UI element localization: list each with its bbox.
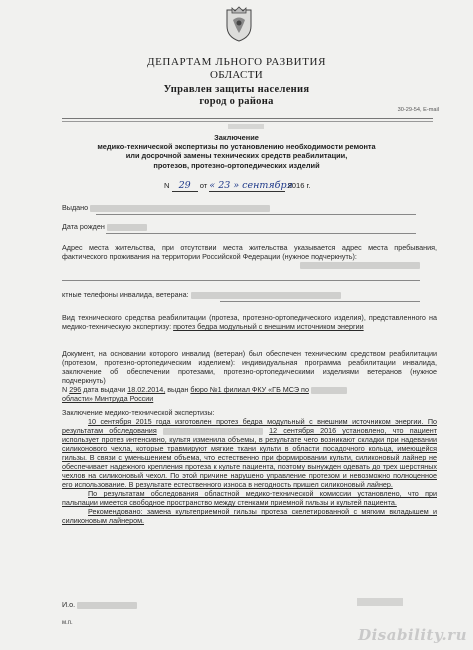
- header-divider-thin: [62, 121, 433, 122]
- basis-number: 296: [69, 385, 82, 394]
- expertise-paragraph-1: [62, 417, 437, 489]
- residence-address-text: Адрес места жительства, при отсутствии места жительства указывается адрес места пребывания, фактического проживания на территории Российской Федерации (нужное подчеркнуть):: [62, 243, 437, 261]
- conclusion-number-line: [164, 180, 311, 192]
- phones-label: ктные телефоны инвалида, ветерана:: [62, 290, 189, 299]
- expertise-paragraph-2: [62, 489, 437, 507]
- issued-to-row: [62, 203, 270, 212]
- basis-issued-by-prefix: выдан: [167, 385, 189, 394]
- expertise-p1-a: 10 сентября 2015 года изготовлен протез бедра модульный с внешним источником энергии. По результатам обследования: [62, 417, 437, 435]
- expertise-section: [62, 408, 437, 525]
- conclusion-date: « 23 » сентября: [209, 180, 293, 191]
- address-underline: [62, 280, 420, 281]
- coat-of-arms-icon: [222, 6, 256, 42]
- department-header: [0, 56, 473, 107]
- redacted-region: [311, 387, 347, 394]
- conclusion-line-3: протезов, протезно-ортопедических изделий: [153, 160, 320, 170]
- expertise-paragraph-3: [62, 507, 437, 525]
- date-prefix: от: [199, 181, 208, 190]
- basis-date: 18.02.2014,: [127, 385, 166, 394]
- basis-issued-by: бюро №1 филиал ФКУ «ГБ МСЭ по: [190, 385, 309, 394]
- signature-row: [62, 600, 137, 609]
- conclusion-title: Заключение: [214, 133, 259, 142]
- signature-prefix: И.о.: [62, 600, 76, 609]
- seal-place-label: м.п.: [62, 620, 73, 626]
- conclusion-line-2: или досрочной замены технических средств реабилитации,: [125, 151, 348, 161]
- tsr-type-paragraph: [62, 313, 437, 331]
- redacted-signature: [357, 598, 403, 606]
- redacted-commission: [163, 428, 263, 435]
- department-subdivision: Управлен защиты населения: [163, 84, 310, 95]
- expertise-title: Заключение медико-технической экспертизы:: [62, 408, 215, 417]
- tsr-type-value: протез бедра модульный с внешним источником энергии: [173, 322, 364, 331]
- conclusion-line-1: медико-технической экспертизы по установлению необходимости ремонта: [97, 142, 376, 152]
- birth-underline: [106, 233, 416, 234]
- tsr-type-text: Вид технического средства реабилитации (протеза, протезно-ортопедического изделия), представленного на медико-техническую экспертизу:: [62, 313, 437, 331]
- phones-row: [62, 290, 341, 299]
- expertise-p2: По результатам обследования областной медико-технической комиссии установлено, что при пальпации имеется свободное пространство между стенками приемной гильзы и культей пациента.: [62, 489, 437, 507]
- department-name: ДЕПАРТАМ ЛЬНОГО РАЗВИТИЯ: [146, 56, 327, 68]
- basis-number-prefix: N: [62, 385, 68, 394]
- header-divider: [62, 118, 433, 119]
- phones-underline: [220, 301, 420, 302]
- number-prefix: N: [164, 181, 170, 190]
- basis-document-paragraph: [62, 349, 437, 403]
- redacted-signer: [77, 602, 137, 609]
- basis-date-label: дата выдачи: [83, 385, 126, 394]
- redacted-address: [300, 262, 420, 269]
- redacted-block: [228, 124, 264, 129]
- redacted-name: [90, 205, 270, 212]
- issued-label: Выдано: [62, 203, 89, 212]
- birth-label: Дата рожден: [62, 222, 105, 231]
- expertise-p3: Рекомендовано: замена культеприемной гильзы протеза скелетированной с мягким вкладышем и силиконовым лайнером.: [62, 507, 437, 525]
- conclusion-year: 2016 г.: [287, 181, 311, 190]
- birth-date-row: [62, 222, 147, 231]
- department-city: город о района: [199, 96, 274, 107]
- expertise-p1-b: 12 сентября 2016 установлено, что пациент использует протез интенсивно, культя изменила объемы, в результате чего возникают складки при надевании силиконового чехла, которые травмируют мягкие ткани культи в области посадочного кольца, имеющейся гильзы. В связи с уменьшением объема, что естественно при формировании культи, силиконовый лайнер не обеспечивает надежного крепления протеза к культе пациента, поэтому вынужден одевать до трех шерстяных чехлов на силиконовый чехол. По этой причине нарушено управление протезом и невозможно полноценное его использование. В результате естественного износа в негодность пришел силиконовый лайнер.: [62, 426, 437, 489]
- redacted-birth-date: [107, 224, 147, 231]
- region-name: ОБЛАСТИ: [210, 69, 263, 81]
- basis-document-text: Документ, на основании которого инвалид (ветеран) был обеспечен техническим средством реабилитации (протезом, протезно-ортопедическим изделием): индивидуальная программа реабилитации инвалида, заключение об обеспечении протезами, протезно-ортопедическими изделиями ветеранов (нужное подчеркнуть): [62, 349, 437, 385]
- header-address: 30-29-54, E-mail: [397, 107, 439, 113]
- conclusion-heading: [0, 133, 473, 170]
- issued-underline: [96, 214, 416, 215]
- conclusion-number: 29: [172, 180, 198, 192]
- site-watermark: Disability.ru: [358, 626, 467, 644]
- redacted-phones: [191, 292, 341, 299]
- basis-issued-by-end: области» Минтруда России: [62, 394, 154, 403]
